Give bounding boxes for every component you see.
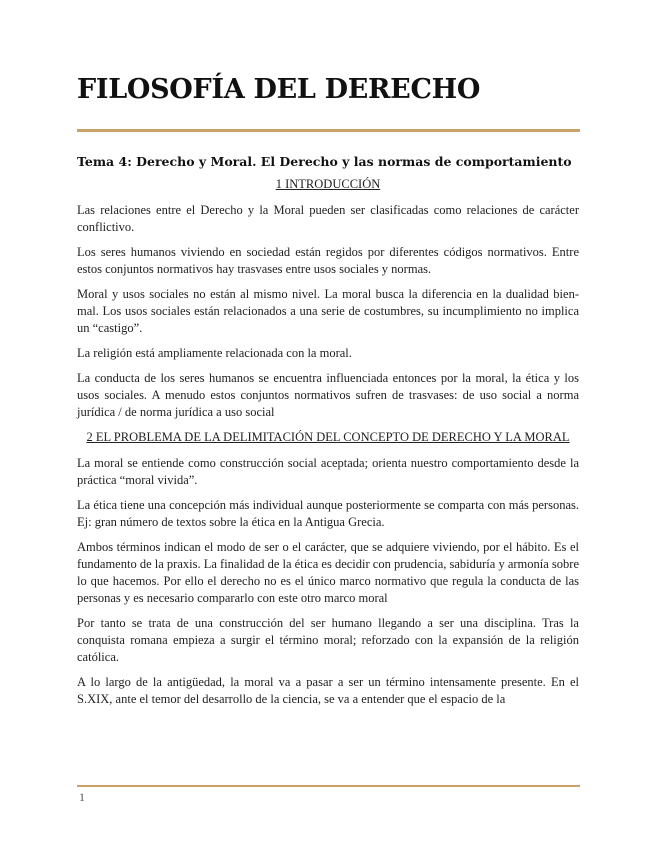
paragraph: La conducta de los seres humanos se encuentra influenciada entonces por la moral, la ética y los usos sociales. A menudo estos conjuntos normativos sufren de trasvases: de uso social a norma jurídica / de norma jurídica a uso social <box>77 371 579 419</box>
paragraph: Por tanto se trata de una construcción del ser humano llegando a ser una disciplina. Tras la conquista romana empieza a surgir el término moral; reforzado con la expansión de la religión católica. <box>77 616 579 664</box>
topic-subtitle: Tema 4: Derecho y Moral. El Derecho y las normas de comportamiento <box>77 154 572 169</box>
paragraph: Los seres humanos viviendo en sociedad están regidos por diferentes códigos normativos. Entre estos conjuntos normativos hay trasvases entre usos sociales y normas. <box>77 245 579 276</box>
paragraph: Moral y usos sociales no están al mismo nivel. La moral busca la diferencia en la dualidad bien-mal. Los usos sociales están relacionados a una serie de costumbres, su incumplimiento no implica un “castigo”. <box>77 287 579 335</box>
document-body <box>77 153 579 716</box>
paragraph: La religión está ampliamente relacionada con la moral. <box>77 346 352 360</box>
section-heading-introduccion: 1 INTRODUCCIÓN <box>275 177 381 191</box>
page-number: 1 <box>79 790 85 804</box>
footer-divider <box>77 785 580 787</box>
paragraph: La ética tiene una concepción más individual aunque posteriormente se comparta con más personas. Ej: gran número de textos sobre la ética en la Antigua Grecia. <box>77 498 579 529</box>
paragraph: A lo largo de la antigüedad, la moral va a pasar a ser un término intensamente presente. En el S.XIX, ante el temor del desarrollo de la ciencia, se va a entender que el espacio de la <box>77 675 579 706</box>
paragraph: La moral se entiende como construcción social aceptada; orienta nuestro comportamiento desde la práctica “moral vivida”. <box>77 456 579 487</box>
paragraph: Las relaciones entre el Derecho y la Moral pueden ser clasificadas como relaciones de carácter conflictivo. <box>77 203 579 234</box>
document-title: FILOSOFÍA DEL DERECHO <box>77 74 481 105</box>
title-divider <box>77 129 580 132</box>
paragraph: Ambos términos indican el modo de ser o el carácter, que se adquiere viviendo, por el hábito. Es el fundamento de la praxis. La finalidad de la ética es decidir con prudencia, sabiduría y armonía sobre lo que hacemos. Por ello el derecho no es el único marco normativo que regula la conducta de las personas y es necesario compararlo con este otro marco moral <box>77 540 579 605</box>
section-heading-delimitacion: 2 EL PROBLEMA DE LA DELIMITACIÓN DEL CONCEPTO DE DERECHO Y LA MORAL <box>86 430 570 444</box>
